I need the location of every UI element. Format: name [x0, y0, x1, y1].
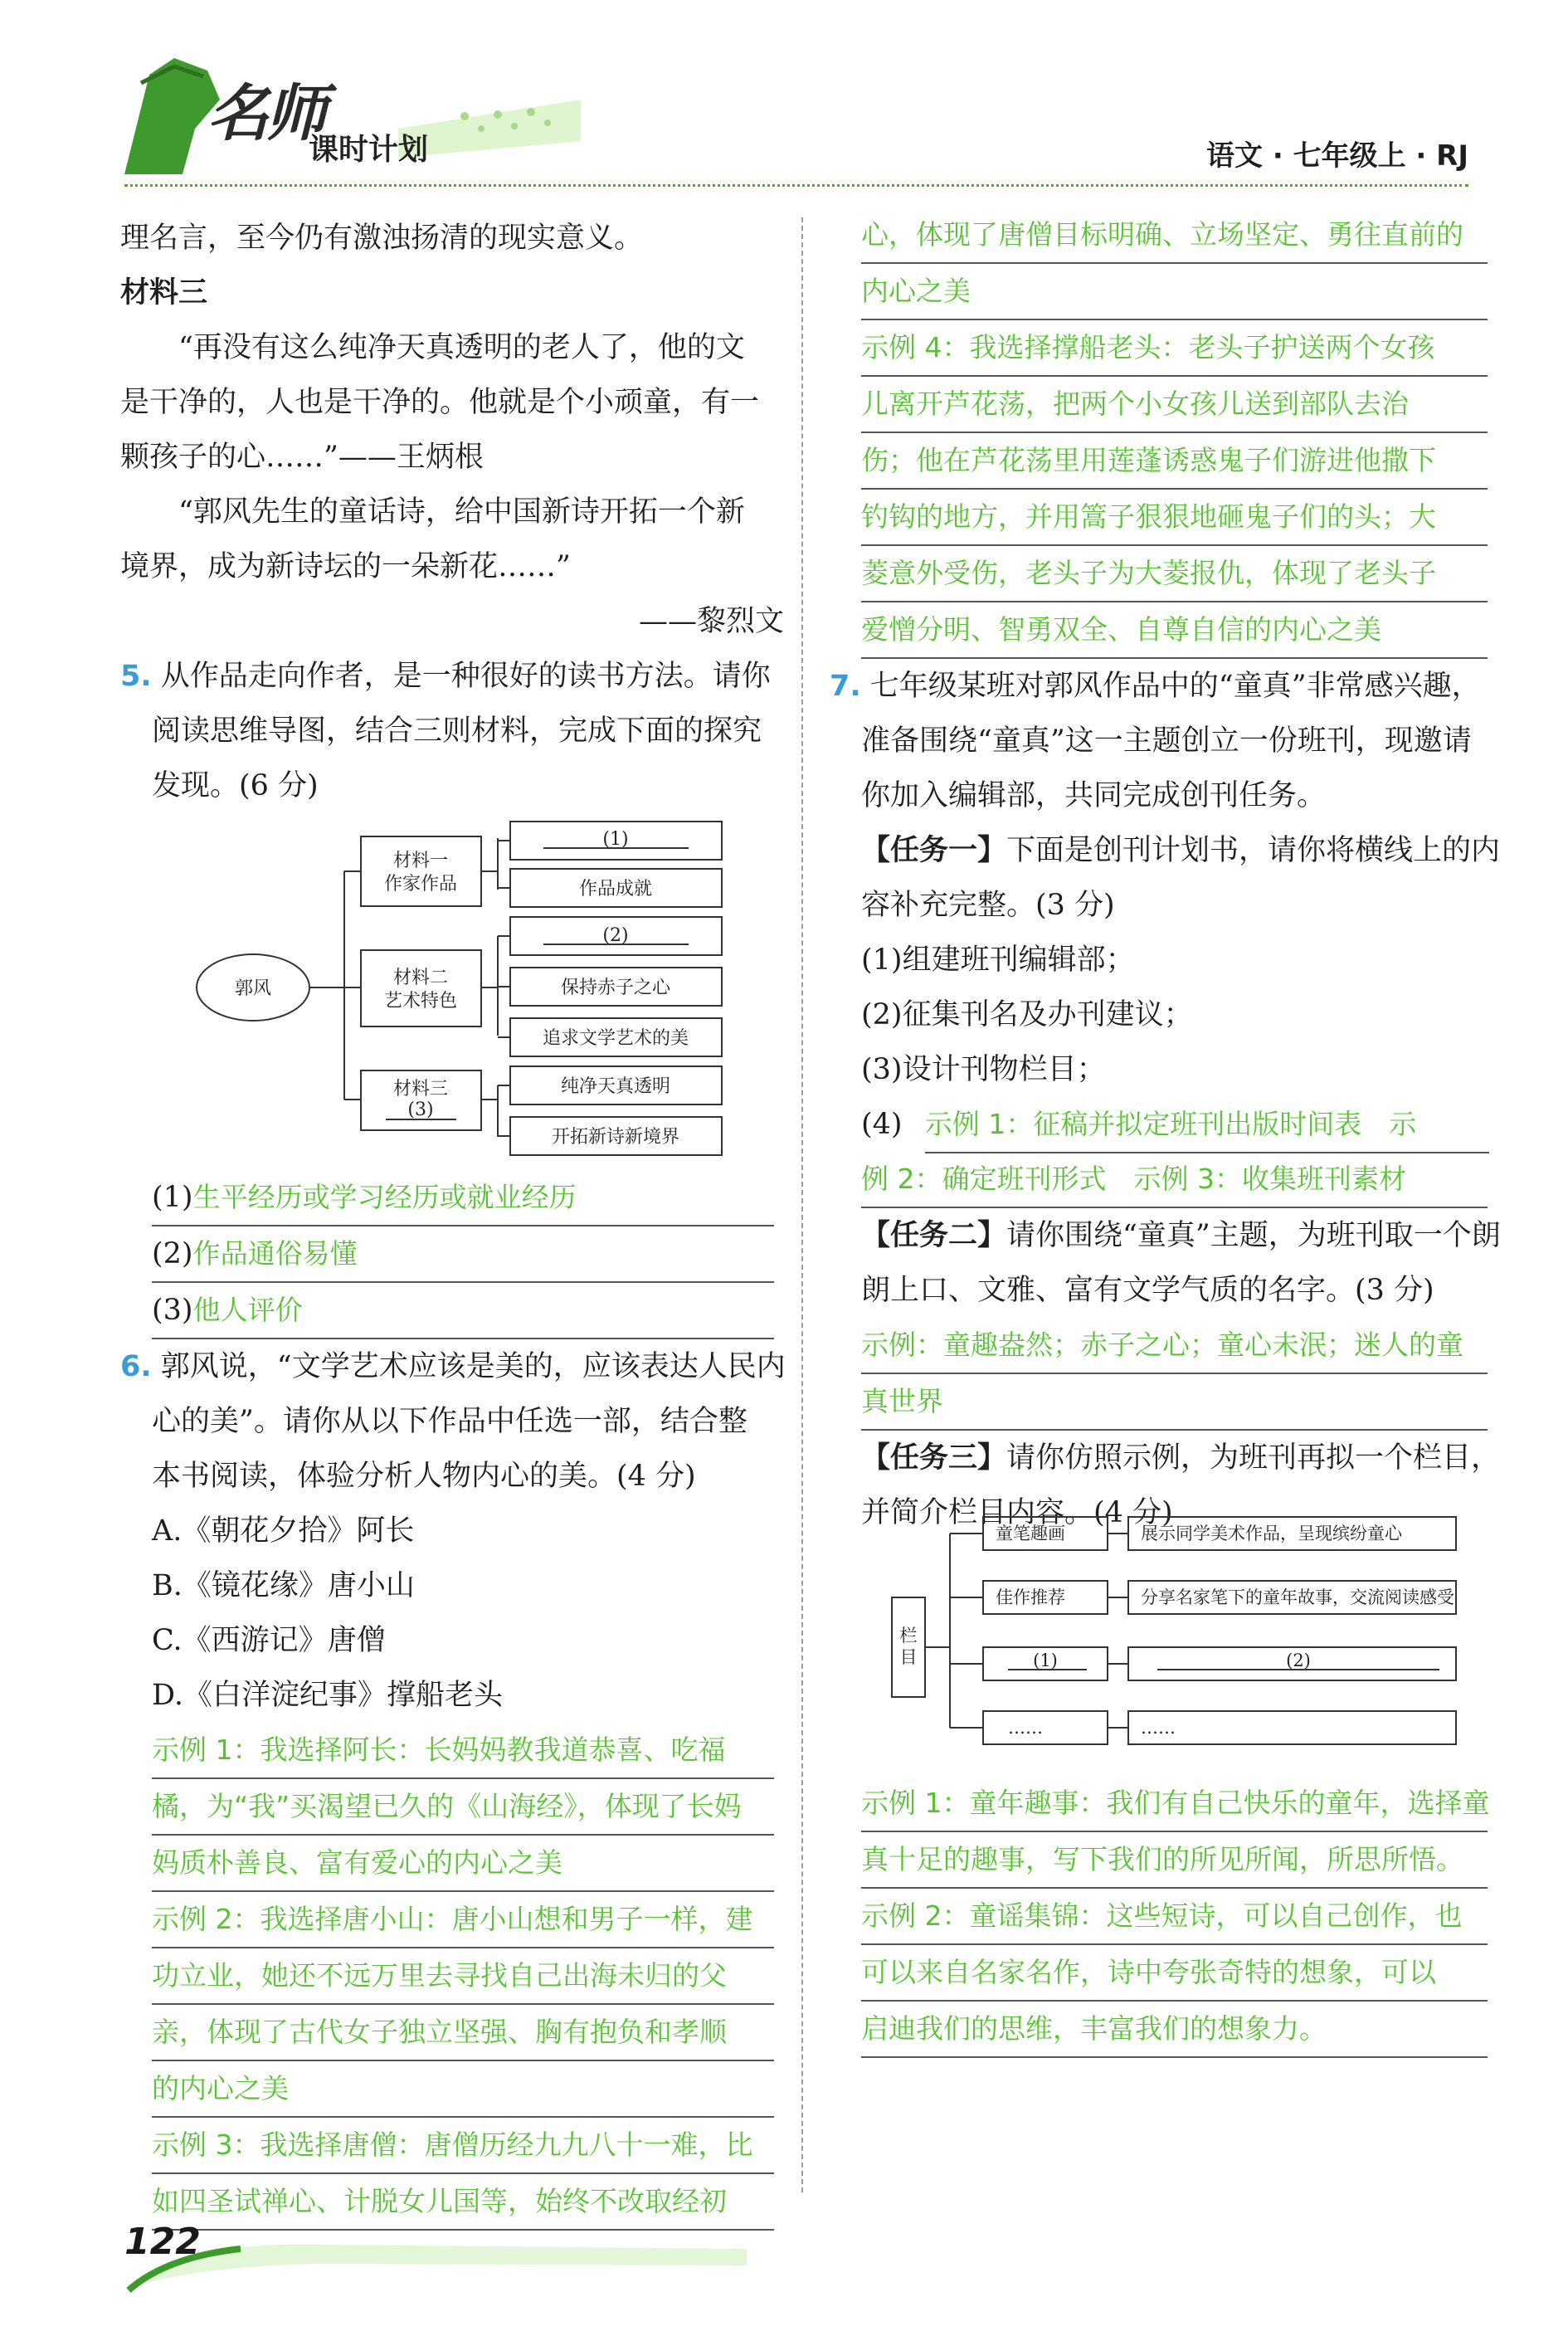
header-divider: [124, 184, 1468, 187]
q6-answer-line: 妈质朴善良、富有爱心的内心之美: [152, 1836, 774, 1892]
plan-item: (2)征集刊名及办刊建议；: [861, 998, 1193, 1031]
q5-answer-1: (1)生平经历或学习经历或就业经历: [152, 1170, 774, 1226]
q6-text: 心的美”。请你从以下作品中任选一部，结合整: [152, 1405, 747, 1438]
task3-tag: 【任务三】: [861, 1441, 1007, 1475]
column-name: 佳作推荐: [996, 1587, 1065, 1607]
q7-text: 你加入编辑部，共同完成创刊任务。: [861, 779, 1327, 812]
q6-cont-line: 爱憎分明、智勇双全、自尊自信的内心之美: [861, 602, 1488, 659]
q5-number: 5.: [120, 660, 152, 693]
column-name: (1): [1033, 1651, 1058, 1670]
task3-answer-line: 示例 1：童年趣事：我们有自己快乐的童年，选择童: [861, 1776, 1488, 1832]
column-root-char: 栏: [899, 1626, 918, 1646]
q6-option: D.《白洋淀纪事》撑船老头: [152, 1679, 503, 1712]
q5-text: 从作品走向作者，是一种很好的读书方法。请你: [160, 660, 771, 693]
q5-text: 发现。(6 分): [152, 769, 319, 802]
q6-number: 6.: [120, 1350, 152, 1383]
q7-text: 七年级某班对郭风作品中的“童真”非常感兴趣，: [869, 670, 1481, 703]
q6-answer-line: 如四圣试禅心、计脱女儿国等，始终不改取经初: [152, 2174, 774, 2231]
plan4-answer-line: 例 2：确定班刊形式 示例 3：收集班刊素材: [861, 1152, 1488, 1208]
column-name: 童笔趣画: [996, 1524, 1065, 1543]
q6-cont-line: 伤；他在芦花荡里用莲蓬诱惑鬼子们游进他撒下: [861, 433, 1488, 490]
task3-answer-line: 真十足的趣事，写下我们的所见所闻，所思所悟。: [861, 1832, 1488, 1889]
page-header: [0, 0, 1568, 199]
mindmap-item: 开拓新诗新境界: [551, 1127, 680, 1148]
mindmap-item: (2): [602, 925, 629, 946]
mindmap-m1: 作家作品: [383, 874, 458, 895]
q5-answers: [120, 1170, 784, 2231]
column-name: ……: [1008, 1718, 1043, 1738]
q6-cont-line: 内心之美: [861, 264, 1488, 320]
mindmap-item: 纯净天真透明: [560, 1076, 671, 1097]
q6-answer-line: 功立业，她还不远万里去寻找自己出海未归的父: [152, 1948, 774, 2005]
task1-text: 容补充完整。(3 分): [861, 889, 1115, 922]
subject-label: 语文 · 七年级上 · RJ: [1205, 139, 1468, 173]
q6-text: 郭风说，“文学艺术应该是美的，应该表达人民内: [160, 1350, 786, 1383]
q7-line: [830, 659, 1493, 714]
task3-answer-line: 启迪我们的思维，丰富我们的想象力。: [861, 2002, 1488, 2058]
q6-answer-line: 示例 2：我选择唐小山：唐小山想和男子一样，建: [152, 1892, 774, 1948]
task3-text: 并简介栏目内容。(4 分): [861, 1496, 1173, 1529]
q7-number: 7.: [830, 670, 861, 703]
task2-text: 朗上口、文雅、富有文学气质的名字。(3 分): [861, 1274, 1434, 1307]
q6-cont-line: 心，体现了唐僧目标明确、立场坚定、勇往直前的: [861, 207, 1488, 264]
column-desc: 分享名家笔下的童年故事，交流阅读感受: [1141, 1587, 1454, 1607]
mindmap-m2: 材料二: [392, 968, 449, 988]
column-diagram: [884, 1510, 1481, 1759]
mindmap-m3: 材料三: [392, 1079, 449, 1100]
column-desc: (2): [1286, 1651, 1311, 1670]
mindmap-m1: 材料一: [392, 851, 449, 871]
task3-answer-line: 可以来自名家名作，诗中夸张奇特的想象，可以: [861, 1945, 1488, 2002]
mindmap-m2: 艺术特色: [383, 991, 458, 1012]
task2-answer: 真世界: [861, 1374, 1488, 1431]
task2-answer: 示例：童趣盎然；赤子之心；童心未泯；迷人的童: [861, 1318, 1488, 1374]
task3-line: 【任务三】请你仿照示例，为班刊再拟一个栏目，: [861, 1441, 1501, 1475]
column-root-char: 目: [899, 1647, 918, 1667]
left-column: [120, 211, 784, 813]
m3-p2-line: “郭风先生的童话诗，给中国新诗开拓一个新: [178, 495, 745, 529]
q6-cont-line: 儿离开芦花荡，把两个小女孩儿送到部队去治: [861, 377, 1488, 433]
plan-item: (1)组建班刊编辑部；: [861, 944, 1135, 977]
q6-answer-line: 示例 3：我选择唐僧：唐僧历经九九八十一难，比: [152, 2118, 774, 2174]
footer-swoosh: [116, 2207, 747, 2299]
q7-text: 准备围绕“童真”这一主题创立一份班刊，现邀请: [861, 724, 1472, 758]
brand-logo-graphic: [116, 50, 581, 191]
q5-text: 阅读思维导图，结合三则材料，完成下面的探究: [152, 714, 762, 748]
task2-line: 【任务二】请你围绕“童真”主题，为班刊取一个朗: [861, 1219, 1501, 1252]
brand-subtitle: 课时计划: [309, 133, 429, 167]
q6-option: A.《朝花夕拾》阿长: [152, 1514, 415, 1548]
fist-icon: [124, 58, 220, 174]
m3-p1-line: 是干净的，人也是干净的。他就是个小顽童，有一: [120, 386, 760, 419]
m3-p1-line: 颗孩子的心……”——王炳根: [120, 441, 484, 474]
task3-answer-line: 示例 2：童谣集锦：这些短诗，可以自己创作，也: [861, 1889, 1488, 1945]
task1-line: 【任务一】下面是创刊计划书，请你将横线上的内: [861, 834, 1501, 867]
mindmap-diagram: [191, 813, 755, 1162]
mindmap-m3: (3): [407, 1100, 434, 1120]
q6-answer-line: 的内心之美: [152, 2061, 774, 2118]
mindmap-item: 保持赤子之心: [560, 978, 671, 998]
m3-p2-line: 境界，成为新诗坛的一朵新花……”: [120, 550, 571, 583]
q6-answer-line: 亲，体现了古代女子独立坚强、胸有抱负和孝顺: [152, 2005, 774, 2061]
q5-line: [120, 649, 784, 704]
q6-option: C.《西游记》唐僧: [152, 1624, 386, 1657]
task1-tag: 【任务一】: [861, 834, 1007, 867]
q5-answer-2: (2)作品通俗易懂: [152, 1226, 774, 1283]
task2-tag: 【任务二】: [861, 1219, 1007, 1252]
q6-text: 本书阅读，体验分析人物内心的美。(4 分): [152, 1460, 696, 1493]
m3-p1-line: “再没有这么纯净天真透明的老人了，他的文: [178, 331, 745, 364]
column-desc: ……: [1141, 1718, 1176, 1738]
plan-item-4: (4) 示例 1：征稿并拟定班刊出版时间表 示: [830, 1097, 1493, 1152]
mindmap-root: 郭风: [234, 978, 272, 999]
material3-label: 材料三: [120, 276, 208, 310]
brand-title: 名师: [207, 78, 324, 149]
q6-cont-line: 示例 4：我选择撑船老头：老头子护送两个女孩: [861, 320, 1488, 377]
column-divider: [801, 217, 803, 2192]
mindmap-item: 作品成就: [578, 879, 653, 900]
page-number: 122: [124, 2221, 201, 2263]
mindmap-item: (1): [602, 829, 629, 850]
intro-line: 理名言，至今仍有激浊扬清的现实意义。: [120, 222, 644, 255]
m3-signature: ——黎烈文: [638, 605, 784, 638]
task3-answers: [830, 1776, 1493, 2058]
q6-cont-line: 菱意外受伤，老头子为大菱报仇，体现了老头子: [861, 546, 1488, 602]
q6-answer-line: 橘，为“我”买渴望已久的《山海经》，体现了长妈: [152, 1779, 774, 1836]
q6-line: [120, 1339, 784, 1394]
q6-answer-line: 示例 1：我选择阿长：长妈妈教我道恭喜、吃福: [152, 1723, 774, 1779]
plan-item: (3)设计刊物栏目；: [861, 1053, 1106, 1086]
q5-answer-3: (3)他人评价: [152, 1283, 774, 1339]
mindmap-item: 追求文学艺术的美: [542, 1028, 689, 1049]
q6-option: B.《镜花缘》唐小山: [152, 1569, 415, 1602]
column-desc: 展示同学美术作品，呈现缤纷童心: [1141, 1524, 1402, 1543]
q6-cont-line: 钓钩的地方，并用篙子狠狠地砸鬼子们的头；大: [861, 490, 1488, 546]
right-column: [830, 207, 1501, 1540]
